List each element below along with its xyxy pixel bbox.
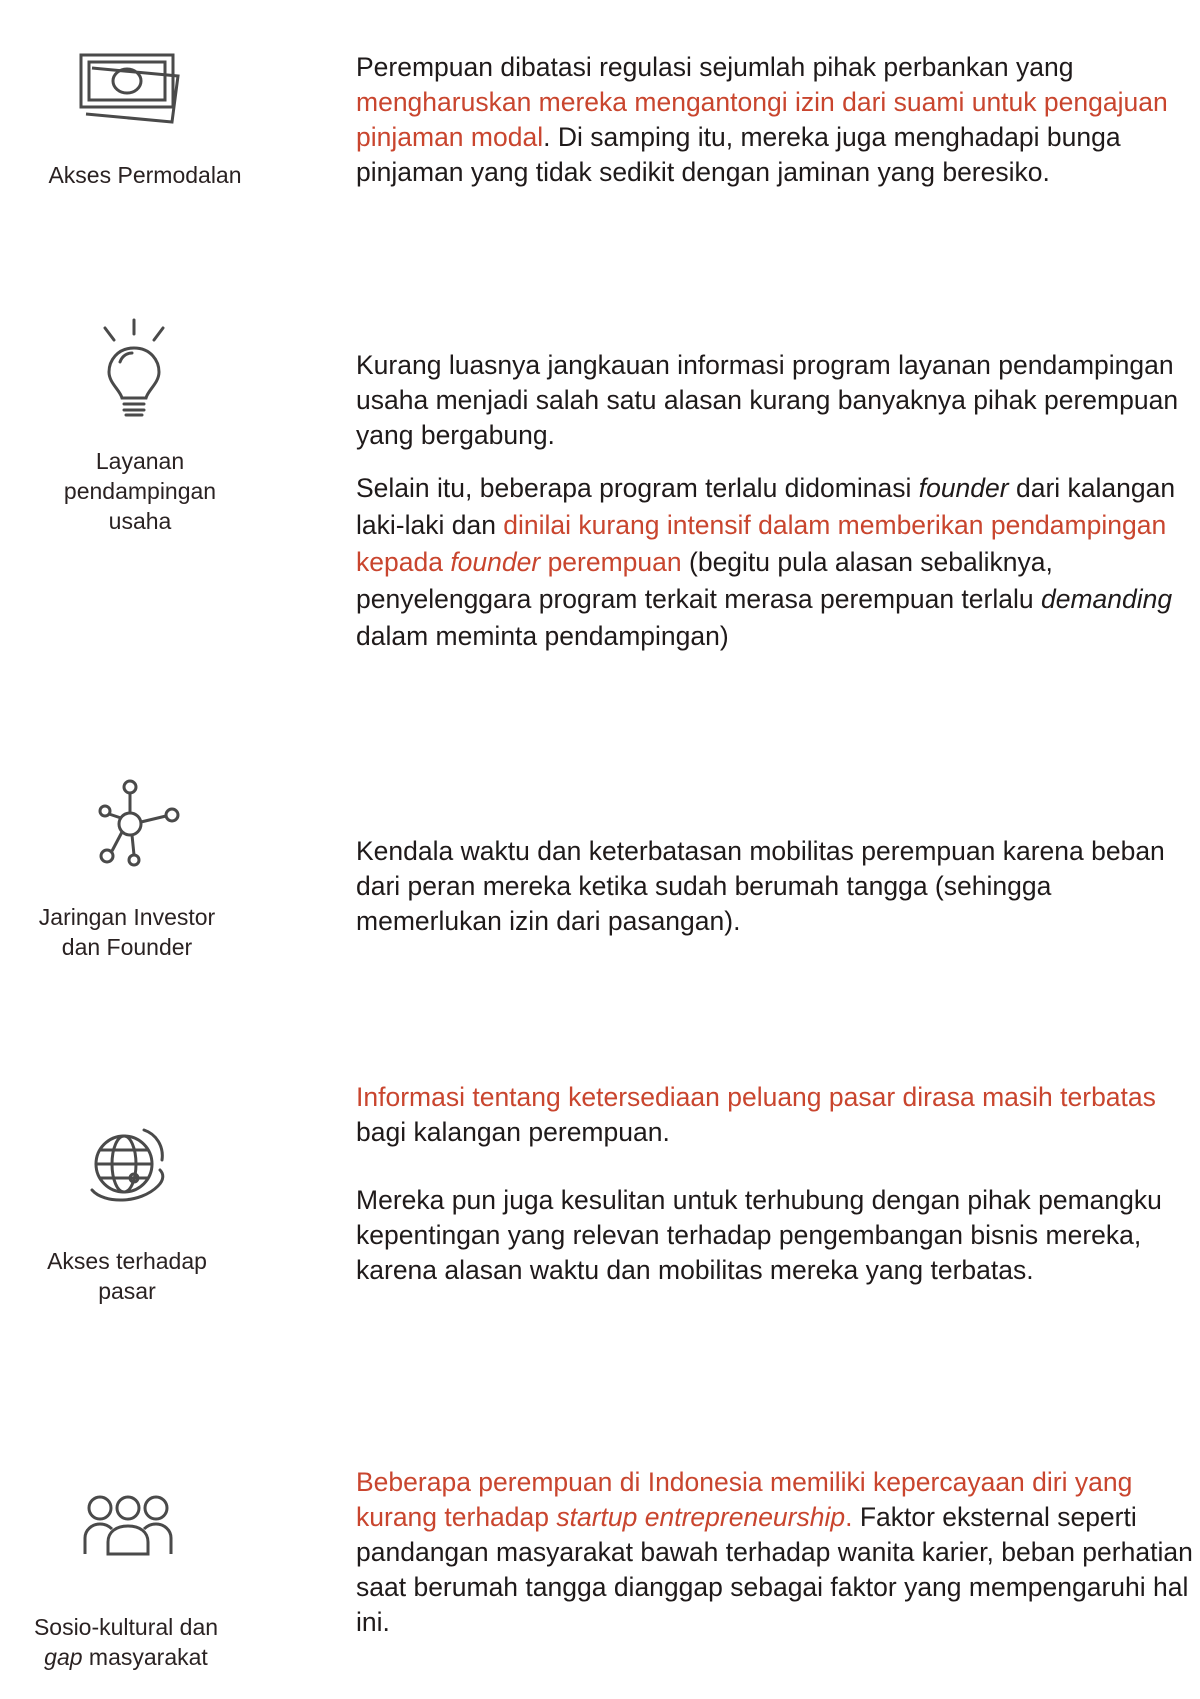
network-icon xyxy=(94,778,184,868)
description-paragraph: Mereka pun juga kesulitan untuk terhubung dengan pihak pemangku kepentingan yang relevan terhadap pengembangan bisnis mereka, karena alasan waktu dan mobilitas mereka yang terbatas. xyxy=(356,1185,1162,1285)
description-paragraph: Beberapa perempuan di Indonesia memiliki kepercayaan diri yang kurang terhadap startup entrepreneurship. Faktor eksternal seperti pandangan masyarakat bawah terhadap wanita karier, beban perhatian saat berumah tangga dianggap sebagai faktor yang mempengaruhi hal ini. xyxy=(356,1467,1193,1637)
money-icon xyxy=(78,52,188,124)
description-paragraph: Informasi tentang ketersediaan peluang pasar dirasa masih terbatas bagi kalangan perempuan. xyxy=(356,1082,1156,1147)
item-label: Akses terhadap pasar xyxy=(47,1248,207,1304)
description-paragraph: Kendala waktu dan keterbatasan mobilitas perempuan karena beban dari peran mereka ketika sudah berumah tangga (sehingga memerlukan izin dari pasangan). xyxy=(356,836,1165,936)
item-label: Sosio-kultural dan gap masyarakat xyxy=(33,1614,219,1670)
item-label: Layanan pendampingan usaha xyxy=(63,448,217,534)
lightbulb-icon xyxy=(102,318,166,418)
people-group-icon xyxy=(82,1494,174,1556)
globe-icon xyxy=(84,1124,166,1206)
description-paragraph: Kurang luasnya jangkauan informasi program layanan pendampingan usaha menjadi salah satu alasan kurang banyaknya pihak perempuan yang bergabung. xyxy=(356,350,1179,450)
item-label: Akses Permodalan xyxy=(48,162,242,188)
highlight-text: dinilai kurang intensif dalam memberikan pendampingan kepada founder perempuan xyxy=(356,510,1167,577)
highlight-text: Beberapa perempuan di Indonesia memiliki kepercayaan diri yang kurang terhadap startup entrepreneurship. xyxy=(356,1467,1133,1532)
description-paragraph: Perempuan dibatasi regulasi sejumlah pihak perbankan yang mengharuskan mereka mengantongi izin dari suami untuk pengajuan pinjaman modal. Di samping itu, mereka juga menghadapi bunga pinjaman yang tidak sedikit dengan jaminan yang beresiko. xyxy=(356,52,1168,187)
highlight-text: mengharuskan mereka mengantongi izin dari suami untuk pengajuan pinjaman modal xyxy=(356,87,1168,152)
item-label: Jaringan Investor dan Founder xyxy=(38,904,216,960)
highlight-text: Informasi tentang ketersediaan peluang pasar dirasa masih terbatas xyxy=(356,1082,1156,1112)
description-paragraph: Selain itu, beberapa program terlalu didominasi founder dari kalangan laki-laki dan dinilai kurang intensif dalam memberikan pendampingan kepada founder perempuan (begitu pula alasan sebaliknya, penyelenggara program terkait merasa perempuan terlalu demanding dalam meminta pendampingan) xyxy=(356,473,1176,651)
